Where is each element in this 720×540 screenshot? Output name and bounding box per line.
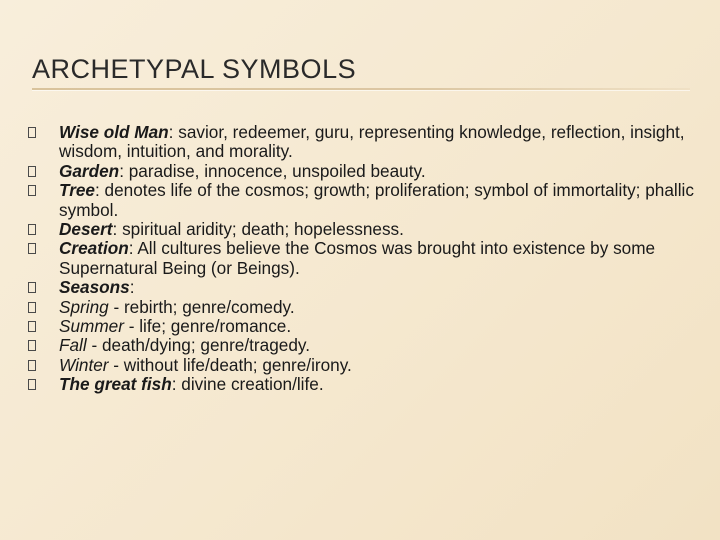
item-text: spiritual aridity; death; hopelessness.	[117, 219, 404, 240]
square-bullet-icon	[28, 360, 36, 371]
item-text: paradise, innocence, unspoiled beauty.	[123, 160, 426, 181]
list-item	[28, 356, 708, 375]
item-term: Wise old Man	[59, 122, 169, 142]
item-separator: :	[112, 219, 118, 240]
item-separator: :	[129, 277, 135, 298]
list-item	[28, 336, 708, 355]
item-term: Seasons	[59, 277, 130, 298]
item-term: The great fish	[59, 374, 172, 395]
item-term: Garden	[59, 160, 120, 181]
list-item	[28, 239, 708, 278]
item-separator: -	[108, 296, 120, 317]
square-bullet-icon	[28, 166, 36, 177]
item-term: Creation	[59, 238, 129, 259]
item-text: without life/death; genre/irony.	[119, 354, 352, 375]
item-term: Desert	[59, 219, 113, 240]
square-bullet-icon	[28, 340, 36, 351]
list-item	[28, 181, 708, 220]
item-text: divine creation/life.	[176, 374, 324, 395]
list-item	[28, 220, 708, 239]
list-item	[28, 278, 708, 297]
square-bullet-icon	[28, 224, 36, 235]
item-separator: :	[128, 238, 134, 259]
item-separator: :	[171, 374, 177, 395]
square-bullet-icon	[28, 302, 36, 313]
slide-title: ARCHETYPAL SYMBOLS	[32, 54, 357, 84]
square-bullet-icon	[28, 321, 36, 332]
item-separator: -	[86, 335, 98, 356]
list-item	[28, 298, 708, 317]
item-term: Winter	[59, 354, 109, 375]
item-term: Tree	[59, 180, 95, 201]
item-text: life; genre/romance.	[134, 316, 292, 337]
item-text: All cultures believe the Cosmos was brought into existence by some Supernatural Being (or Beings).	[59, 238, 656, 278]
item-term: Fall	[59, 335, 87, 356]
item-separator: :	[119, 160, 124, 181]
square-bullet-icon	[28, 185, 36, 196]
item-term: Summer	[59, 316, 124, 337]
item-term: Spring	[59, 296, 109, 317]
item-text: death/dying; genre/tragedy.	[97, 335, 310, 356]
item-separator: -	[108, 354, 120, 375]
bullet-list	[28, 123, 708, 395]
list-item	[28, 375, 708, 394]
square-bullet-icon	[28, 379, 36, 390]
item-text: savior, redeemer, guru, representing knowledge, reflection, insight, wisdom, intuition, and morality.	[59, 122, 685, 162]
square-bullet-icon	[28, 127, 36, 138]
list-item	[28, 162, 708, 181]
square-bullet-icon	[28, 282, 36, 293]
item-text: denotes life of the cosmos; growth; proliferation; symbol of immortality; phallic symbol.	[59, 180, 694, 220]
item-text: rebirth; genre/comedy.	[119, 296, 295, 317]
title-underline-highlight	[32, 90, 690, 91]
item-separator: :	[95, 180, 100, 201]
item-separator: -	[123, 316, 135, 337]
item-separator: :	[168, 122, 174, 142]
list-item	[28, 317, 708, 336]
list-item	[28, 123, 708, 162]
square-bullet-icon	[28, 243, 36, 254]
